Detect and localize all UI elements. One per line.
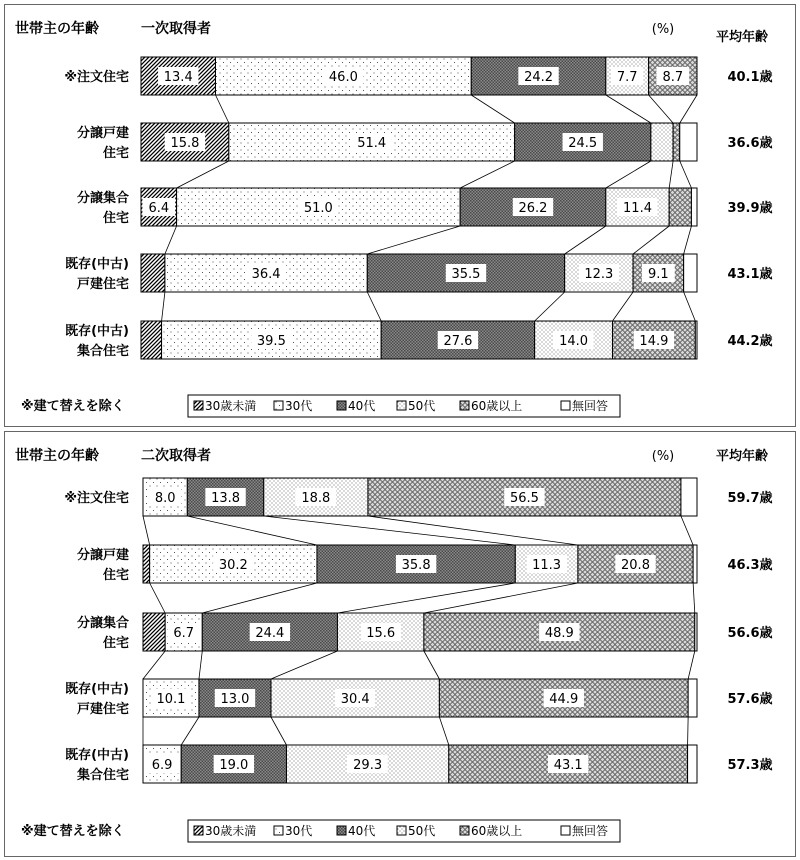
average-age-value: 40.1歳 (727, 70, 773, 85)
data-label: 19.0 (219, 758, 249, 773)
data-label: 9.1 (648, 267, 669, 282)
connector-line (143, 516, 150, 545)
connector-line (150, 583, 166, 613)
bar-segment (695, 613, 697, 651)
category-label: 既存(中古) (65, 682, 129, 697)
legend-entry: 60歳以上 (471, 399, 523, 413)
stacked-bar-chart-primary (5, 5, 795, 426)
stacked-bar-chart-secondary (5, 432, 795, 856)
legend-entry: 60歳以上 (471, 824, 523, 838)
bar-segment (688, 745, 697, 783)
data-label: 48.9 (544, 626, 574, 641)
connector-line (439, 717, 448, 745)
connector-line (612, 292, 633, 321)
data-label: 29.3 (353, 758, 383, 773)
bar-segment (669, 188, 691, 226)
category-label: 住宅 (102, 568, 129, 583)
legend-entry: 無回答 (572, 399, 609, 413)
legend-entry: 50代 (408, 399, 436, 413)
bar-segment (681, 478, 697, 516)
data-label: 15.6 (366, 626, 396, 641)
connector-line (199, 651, 202, 679)
legend-swatch (460, 401, 469, 410)
connector-line (680, 161, 692, 188)
category-label: 戸建住宅 (76, 702, 129, 717)
category-label: 既存(中古) (65, 748, 129, 763)
connector-line (202, 583, 317, 613)
legend-entry: 30代 (285, 824, 313, 838)
connector-line (693, 583, 695, 613)
connector-line (216, 95, 229, 123)
data-label: 24.5 (568, 136, 598, 151)
connector-line (181, 717, 199, 745)
bar-segment (688, 679, 697, 717)
legend-swatch (194, 826, 203, 835)
chart-title: 二次取得者 (141, 448, 211, 464)
legend-swatch (561, 826, 570, 835)
data-label: 20.8 (621, 558, 650, 573)
data-label: 35.8 (401, 558, 431, 573)
connector-line (177, 161, 229, 188)
connector-line (471, 95, 514, 123)
heading-text: 世帯主の年齢 (15, 448, 99, 464)
connector-line (680, 95, 697, 123)
connector-line (681, 516, 693, 545)
average-age-value: 59.7歳 (727, 491, 773, 506)
legend-swatch (561, 401, 570, 410)
data-label: 13.0 (220, 692, 250, 707)
note-text: ※建て替えを除く (21, 824, 125, 839)
data-label: 35.5 (451, 267, 481, 282)
data-label: 6.4 (148, 201, 170, 216)
data-label: 56.5 (509, 491, 539, 506)
chart-panel-secondary (4, 431, 796, 857)
category-label: ※注文住宅 (64, 491, 129, 506)
connector-line (424, 651, 440, 679)
connector-line (669, 161, 673, 188)
legend-swatch (194, 401, 203, 410)
legend-entry: 無回答 (572, 824, 609, 838)
category-label: 住宅 (102, 636, 129, 651)
data-label: 11.4 (623, 201, 652, 216)
unit-label: (%) (651, 22, 675, 37)
connector-line (688, 651, 695, 679)
average-age-header: 平均年齢 (715, 30, 769, 45)
connector-line (271, 717, 287, 745)
legend-swatch (274, 401, 283, 410)
connector-line (271, 651, 337, 679)
connector-line (535, 292, 565, 321)
data-label: 8.7 (662, 70, 684, 85)
average-age-value: 43.1歳 (727, 267, 773, 282)
legend-swatch (397, 401, 406, 410)
data-label: 51.4 (357, 136, 387, 151)
bar-segment (693, 545, 697, 583)
bar-segment (691, 188, 697, 226)
data-label: 8.0 (154, 491, 176, 506)
average-age-value: 44.2歳 (727, 334, 773, 349)
category-label: 集合住宅 (76, 344, 129, 359)
note-text: ※建て替えを除く (21, 399, 125, 414)
data-label: 36.4 (251, 267, 281, 282)
legend-entry: 40代 (348, 824, 376, 838)
average-age-value: 36.6歳 (727, 136, 773, 151)
chart-panel-primary (4, 4, 796, 427)
legend-swatch (397, 826, 406, 835)
data-label: 10.1 (156, 692, 186, 707)
connector-line (649, 95, 673, 123)
category-label: 既存(中古) (65, 257, 129, 272)
category-label: 分譲戸建 (76, 548, 129, 563)
connector-line (565, 226, 606, 254)
data-label: 13.8 (211, 491, 241, 506)
connector-line (367, 292, 381, 321)
bar-segment (680, 123, 697, 161)
connector-line (684, 292, 696, 321)
data-label: 14.0 (559, 334, 589, 349)
data-label: 51.0 (303, 201, 333, 216)
data-label: 43.1 (553, 758, 583, 773)
connector-line (337, 583, 515, 613)
data-label: 30.2 (218, 558, 248, 573)
data-label: 26.2 (518, 201, 548, 216)
data-label: 24.4 (255, 626, 285, 641)
data-label: 12.3 (584, 267, 614, 282)
data-label: 6.9 (151, 758, 173, 773)
chart-title: 一次取得者 (141, 21, 211, 37)
data-label: 44.9 (549, 692, 579, 707)
category-label: 分譲戸建 (76, 126, 129, 141)
heading-text: 世帯主の年齢 (15, 21, 99, 37)
data-label: 7.7 (616, 70, 638, 85)
data-label: 15.8 (170, 136, 200, 151)
category-label: 住宅 (102, 146, 129, 161)
data-label: 18.8 (301, 491, 331, 506)
connector-line (264, 516, 516, 545)
connector-line (460, 161, 514, 188)
connector-line (606, 161, 651, 188)
legend-entry: 30歳未満 (205, 399, 257, 413)
legend-swatch (460, 826, 469, 835)
bar-segment (141, 254, 165, 292)
average-age-value: 46.3歳 (727, 558, 773, 573)
bar-segment (143, 613, 165, 651)
category-label: 分譲集合 (76, 616, 129, 631)
legend-entry: 30歳未満 (205, 824, 257, 838)
category-label: 分譲集合 (76, 191, 129, 206)
legend-swatch (274, 826, 283, 835)
legend-entry: 40代 (348, 399, 376, 413)
unit-label: (%) (651, 449, 675, 464)
bar-segment (695, 321, 697, 359)
connector-line (367, 226, 460, 254)
connector-line (688, 717, 689, 745)
category-label: 住宅 (102, 211, 129, 226)
bar-segment (143, 545, 150, 583)
legend-swatch (337, 401, 346, 410)
connector-line (606, 95, 651, 123)
connector-line (424, 583, 578, 613)
connector-line (162, 292, 165, 321)
data-label: 11.3 (532, 558, 562, 573)
data-label: 13.4 (163, 70, 193, 85)
bar-segment (673, 123, 680, 161)
legend-entry: 50代 (408, 824, 436, 838)
data-label: 24.2 (524, 70, 554, 85)
data-label: 14.9 (639, 334, 669, 349)
data-label: 30.4 (340, 692, 370, 707)
average-age-value: 57.3歳 (727, 758, 773, 773)
bar-segment (684, 254, 697, 292)
bar-segment (141, 321, 162, 359)
category-label: 戸建住宅 (76, 277, 129, 292)
connector-line (165, 226, 177, 254)
connector-line (684, 226, 692, 254)
connector-line (143, 651, 165, 679)
data-label: 39.5 (256, 334, 286, 349)
legend-swatch (337, 826, 346, 835)
average-age-value: 56.6歳 (727, 626, 773, 641)
bar-segment (651, 123, 673, 161)
data-label: 27.6 (443, 334, 473, 349)
category-label: ※注文住宅 (64, 70, 129, 85)
data-label: 6.7 (173, 626, 195, 641)
category-label: 既存(中古) (65, 324, 129, 339)
average-age-value: 57.6歳 (727, 692, 773, 707)
connector-line (633, 226, 669, 254)
average-age-header: 平均年齢 (715, 449, 769, 464)
category-label: 集合住宅 (76, 768, 129, 783)
legend-entry: 30代 (285, 399, 313, 413)
data-label: 46.0 (328, 70, 358, 85)
connector-line (368, 516, 578, 545)
average-age-value: 39.9歳 (727, 201, 773, 216)
connector-line (187, 516, 317, 545)
